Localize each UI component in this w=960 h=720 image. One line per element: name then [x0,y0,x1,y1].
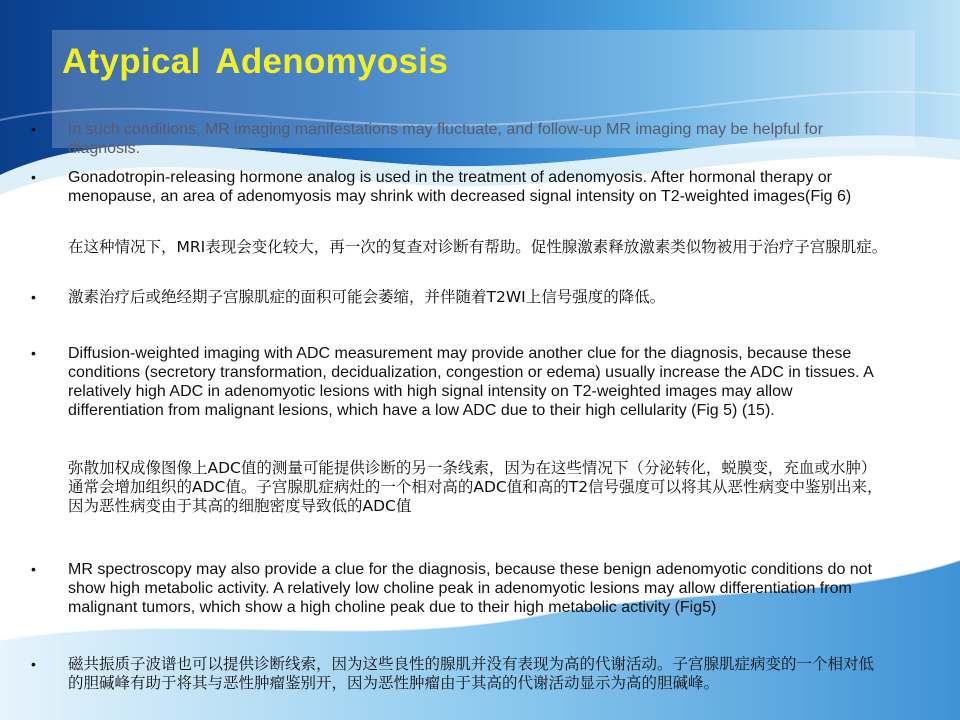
bullet-item-1: In such conditions, MR imaging manifestations may fluctuate, and follow-up MR imaging may be helpful for diagnosis. [68,121,824,157]
bullet-marker: • [31,289,36,305]
bullet-item-cn-2: 激素治疗后或绝经期子宫腺肌症的面积可能会萎缩，并伴随着T2WI上信号强度的降低。 [68,288,666,306]
bullet-marker: • [31,656,36,672]
bullet-marker: • [31,121,36,137]
bullet-marker: • [31,561,36,577]
bullet-item-3: Diffusion-weighted imaging with ADC measurement may provide another clue for the diagnosis, because these conditions (secretory transformation, decidualization, congestion or edema) usually increase the ADC in tissues. A relatively high ADC in adenomyotic lesions with high signal intensity on T2-weighted images may allow differentiation from malignant lesions, which have a low ADC due to their high cellularity (Fig 5) (15). [68,345,873,419]
bullet-item-2: Gonadotropin-releasing hormone analog is used in the treatment of adenomyosis. After hormonal therapy or menopause, an area of adenomyosis may shrink with decreased signal intensity on T2-weighted images(Fig 6) [68,169,852,205]
paragraph-cn-3: 弥散加权成像图像上ADC值的测量可能提供诊断的另一条线索，因为在这些情况下（分泌转化，蜕膜变，充血或水肿）通常会增加组织的ADC值。子宫腺肌症病灶的一个相对高的ADC值和高的T2信号强度可以将其从恶性病变中鉴别出来，因为恶性病变由于其高的细胞密度导致低的ADC值 [68,459,883,515]
bullet-item-4: MR spectroscopy may also provide a clue for the diagnosis, because these benign adenomyotic conditions do not show high metabolic activity. A relatively low choline peak in adenomyotic lesions may allow differentiation from malignant tumors, which show a high choline peak due to their high metabolic activity (Fig5) [68,561,873,616]
bullet-item-cn-4: 磁共振质子波谱也可以提供诊断线索，因为这些良性的腺肌并没有表现为高的代谢活动。子宫腺肌症病变的一个相对低的胆碱峰有助于将其与恶性肿瘤鉴别开，因为恶性肿瘤由于其高的代谢活动显示为高的胆碱峰。 [68,655,875,692]
slide-title: Atypical Adenomyosis [62,42,449,81]
bullet-marker: • [31,169,36,185]
paragraph-cn-1: 在这种情况下，MRI表现会变化较大，再一次的复查对诊断有帮助。促性腺激素释放激素类似物被用于治疗子宫腺肌症。 [68,238,888,256]
bullet-marker: • [31,345,36,361]
